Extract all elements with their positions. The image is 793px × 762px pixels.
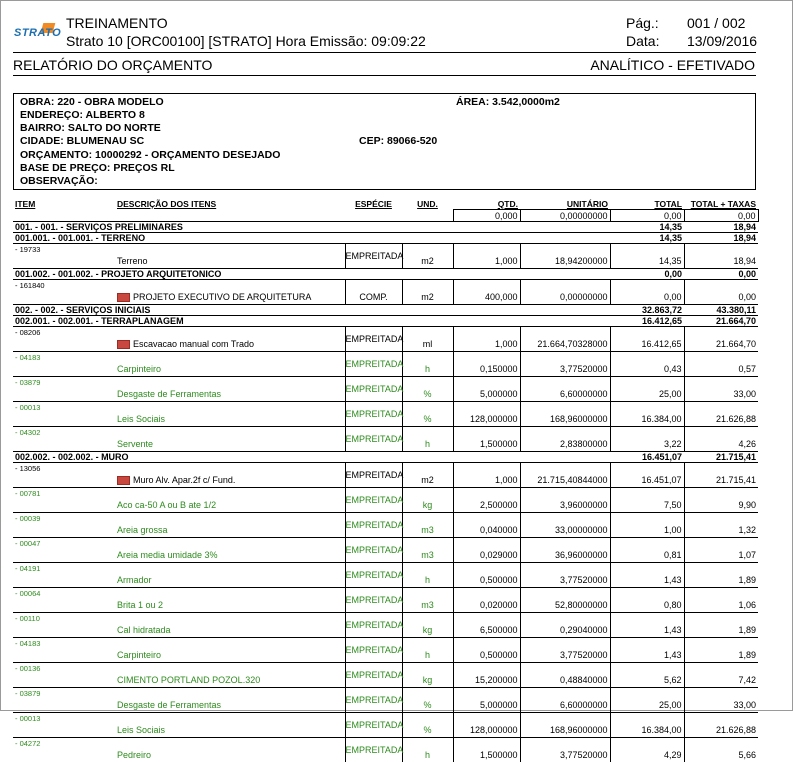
- item-total-taxas: 0,57: [684, 352, 758, 377]
- group-total: 0,00: [610, 269, 684, 280]
- table-row: [13, 613, 758, 638]
- item-unitario: 168,96000000: [520, 713, 610, 738]
- item-qtd: 15,200000: [453, 663, 520, 688]
- item-description: Escavacao manual com Trado: [133, 339, 254, 349]
- col-descricao: DESCRIÇÃO DOS ITENS: [115, 198, 345, 210]
- item-qtd: 0,500000: [453, 638, 520, 663]
- item-total: 4,29: [610, 738, 684, 762]
- group-total: 16.412,65: [610, 316, 684, 327]
- item-qtd: 400,000: [453, 280, 520, 305]
- item-und: m3: [402, 538, 453, 563]
- group-row: [13, 452, 758, 463]
- item-qtd: 128,000000: [453, 713, 520, 738]
- item-description-cell: [115, 663, 345, 688]
- header-divider: [13, 52, 756, 53]
- item-und: %: [402, 402, 453, 427]
- item-qtd: 2,500000: [453, 488, 520, 513]
- group-label: 002.001. - 002.001. - TERRAPLANAGEM: [13, 316, 610, 327]
- item-especie: EMPREITADA: [345, 638, 402, 663]
- table-row: [13, 538, 758, 563]
- logo-text: STRATO: [14, 27, 61, 39]
- item-unitario: 33,00000000: [520, 513, 610, 538]
- item-unitario: 3,77520000: [520, 352, 610, 377]
- item-unitario: 0,48840000: [520, 663, 610, 688]
- obra-observacao: OBSERVAÇÃO:: [20, 175, 98, 187]
- obra-orcamento: ORÇAMENTO: 10000292 - ORÇAMENTO DESEJADO: [20, 149, 280, 161]
- table-row: [13, 638, 758, 663]
- item-total: 0,81: [610, 538, 684, 563]
- table-row: [13, 427, 758, 452]
- item-total-taxas: 21.715,41: [684, 463, 758, 488]
- item-total-taxas: 21.626,88: [684, 713, 758, 738]
- item-code: - 00039: [13, 513, 115, 538]
- table-row: [13, 377, 758, 402]
- table-row: [13, 713, 758, 738]
- composition-icon: [117, 293, 130, 302]
- item-unitario: 18,94200000: [520, 244, 610, 269]
- item-code: - 04302: [13, 427, 115, 452]
- item-total-taxas: 21.664,70: [684, 327, 758, 352]
- item-total-taxas: 33,00: [684, 688, 758, 713]
- strato-logo: [14, 21, 60, 49]
- item-unitario: 2,83800000: [520, 427, 610, 452]
- item-und: ml: [402, 327, 453, 352]
- item-total: 25,00: [610, 688, 684, 713]
- item-especie: EMPREITADA: [345, 427, 402, 452]
- item-und: kg: [402, 613, 453, 638]
- item-code: - 00047: [13, 538, 115, 563]
- group-total: 14,35: [610, 222, 684, 233]
- item-description: Desgaste de Ferramentas: [117, 389, 221, 399]
- item-description-cell: [115, 588, 345, 613]
- page-number: 001 / 002: [687, 15, 745, 31]
- item-total-taxas: 4,26: [684, 427, 758, 452]
- item-description: Carpinteiro: [117, 650, 161, 660]
- item-especie: EMPREITADA: [345, 688, 402, 713]
- item-description: Leis Sociais: [117, 725, 165, 735]
- group-total-taxas: 43.380,11: [684, 305, 758, 316]
- item-especie: EMPREITADA: [345, 738, 402, 762]
- obra-bairro: BAIRRO: SALTO DO NORTE: [20, 122, 161, 134]
- table-row: [13, 463, 758, 488]
- table-row: [13, 244, 758, 269]
- item-description: Armador: [117, 575, 152, 585]
- item-total-taxas: 33,00: [684, 377, 758, 402]
- item-description-cell: [115, 280, 345, 305]
- item-und: m3: [402, 588, 453, 613]
- item-description: CIMENTO PORTLAND POZOL.320: [117, 675, 260, 685]
- item-code: - 19733: [13, 244, 115, 269]
- item-total: 0,00: [610, 280, 684, 305]
- group-row: [13, 316, 758, 327]
- item-total-taxas: 0,00: [684, 280, 758, 305]
- item-code: - 00013: [13, 713, 115, 738]
- item-total: 14,35: [610, 244, 684, 269]
- group-label: 002.002. - 002.002. - MURO: [13, 452, 610, 463]
- item-unitario: 21.715,40844000: [520, 463, 610, 488]
- item-description: Leis Sociais: [117, 414, 165, 424]
- item-especie: EMPREITADA: [345, 538, 402, 563]
- item-especie: EMPREITADA: [345, 513, 402, 538]
- item-description: Areia grossa: [117, 525, 168, 535]
- zero-total: 0,00: [610, 210, 684, 222]
- item-description-cell: [115, 563, 345, 588]
- item-description-cell: [115, 427, 345, 452]
- item-und: h: [402, 738, 453, 762]
- item-qtd: 1,000: [453, 244, 520, 269]
- col-qtd: QTD.: [453, 198, 520, 210]
- composition-icon: [117, 340, 130, 349]
- item-qtd: 1,500000: [453, 738, 520, 762]
- item-total: 1,00: [610, 513, 684, 538]
- table-row: [13, 663, 758, 688]
- col-und: UND.: [402, 198, 453, 210]
- item-unitario: 0,29040000: [520, 613, 610, 638]
- item-qtd: 1,000: [453, 327, 520, 352]
- item-description-cell: [115, 352, 345, 377]
- item-qtd: 5,000000: [453, 688, 520, 713]
- item-qtd: 0,029000: [453, 538, 520, 563]
- table-row: [13, 588, 758, 613]
- table-row: [13, 280, 758, 305]
- item-und: %: [402, 377, 453, 402]
- item-description-cell: [115, 244, 345, 269]
- item-especie: EMPREITADA: [345, 402, 402, 427]
- item-total: 5,62: [610, 663, 684, 688]
- item-qtd: 1,500000: [453, 427, 520, 452]
- group-total-taxas: 21.715,41: [684, 452, 758, 463]
- group-total: 14,35: [610, 233, 684, 244]
- item-description-cell: [115, 613, 345, 638]
- item-code: - 03879: [13, 377, 115, 402]
- item-qtd: 1,000: [453, 463, 520, 488]
- group-total: 16.451,07: [610, 452, 684, 463]
- item-description-cell: [115, 513, 345, 538]
- item-especie: EMPREITADA: [345, 713, 402, 738]
- item-code: - 00013: [13, 402, 115, 427]
- table-row: [13, 513, 758, 538]
- item-description-cell: [115, 738, 345, 762]
- item-total: 1,43: [610, 613, 684, 638]
- item-code: - 00781: [13, 488, 115, 513]
- group-row: [13, 305, 758, 316]
- item-especie: EMPREITADA: [345, 377, 402, 402]
- item-code: - 00110: [13, 613, 115, 638]
- item-especie: EMPREITADA: [345, 463, 402, 488]
- item-und: kg: [402, 663, 453, 688]
- item-qtd: 6,500000: [453, 613, 520, 638]
- item-description: Terreno: [117, 256, 148, 266]
- item-especie: EMPREITADA: [345, 613, 402, 638]
- item-und: h: [402, 427, 453, 452]
- item-unitario: 6,60000000: [520, 377, 610, 402]
- item-especie: EMPREITADA: [345, 352, 402, 377]
- group-total: 32.863,72: [610, 305, 684, 316]
- budget-table: [13, 198, 759, 762]
- item-especie: EMPREITADA: [345, 327, 402, 352]
- item-total-taxas: 9,90: [684, 488, 758, 513]
- item-description: PROJETO EXECUTIVO DE ARQUITETURA: [133, 292, 311, 302]
- report-type: ANALÍTICO - EFETIVADO: [590, 57, 755, 73]
- item-especie: EMPREITADA: [345, 588, 402, 613]
- item-code: - 04183: [13, 638, 115, 663]
- item-especie: COMP.: [345, 280, 402, 305]
- item-description: Areia media umidade 3%: [117, 550, 218, 560]
- item-description-cell: [115, 638, 345, 663]
- item-unitario: 52,80000000: [520, 588, 610, 613]
- zero-total-taxas: 0,00: [684, 210, 758, 222]
- report-title: RELATÓRIO DO ORÇAMENTO: [13, 57, 212, 73]
- item-description: Pedreiro: [117, 750, 151, 760]
- item-total: 16.384,00: [610, 402, 684, 427]
- group-total-taxas: 18,94: [684, 233, 758, 244]
- item-total: 1,43: [610, 638, 684, 663]
- group-row: [13, 233, 758, 244]
- item-total: 16.412,65: [610, 327, 684, 352]
- item-description-cell: [115, 488, 345, 513]
- item-description-cell: [115, 402, 345, 427]
- group-row: [13, 222, 758, 233]
- item-total-taxas: 7,42: [684, 663, 758, 688]
- item-und: kg: [402, 488, 453, 513]
- item-description-cell: [115, 713, 345, 738]
- date-label: Data:: [626, 33, 659, 49]
- obra-area: ÁREA: 3.542,0000m2: [456, 96, 560, 108]
- table-header-row: [13, 198, 758, 210]
- obra-name: OBRA: 220 - OBRA MODELO: [20, 96, 164, 108]
- item-especie: EMPREITADA: [345, 244, 402, 269]
- item-total: 7,50: [610, 488, 684, 513]
- item-description-cell: [115, 688, 345, 713]
- zero-unitario: 0,00000000: [520, 210, 610, 222]
- item-total-taxas: 1,07: [684, 538, 758, 563]
- group-row: [13, 269, 758, 280]
- table-row: [13, 738, 758, 762]
- item-description-cell: [115, 327, 345, 352]
- item-description: Servente: [117, 439, 153, 449]
- item-qtd: 128,000000: [453, 402, 520, 427]
- date-value: 13/09/2016: [687, 33, 757, 49]
- item-description: Muro Alv. Apar.2f c/ Fund.: [133, 475, 235, 485]
- group-total-taxas: 21.664,70: [684, 316, 758, 327]
- item-und: h: [402, 563, 453, 588]
- item-und: m3: [402, 513, 453, 538]
- item-unitario: 3,77520000: [520, 638, 610, 663]
- summary-zero-row: [13, 210, 758, 222]
- company-name: TREINAMENTO: [66, 15, 168, 31]
- item-code: - 00064: [13, 588, 115, 613]
- table-row: [13, 563, 758, 588]
- item-unitario: 3,77520000: [520, 738, 610, 762]
- item-code: - 161840: [13, 280, 115, 305]
- item-total-taxas: 1,89: [684, 638, 758, 663]
- item-especie: EMPREITADA: [345, 663, 402, 688]
- item-unitario: 168,96000000: [520, 402, 610, 427]
- item-description-cell: [115, 538, 345, 563]
- group-total-taxas: 0,00: [684, 269, 758, 280]
- table-row: [13, 327, 758, 352]
- page-label: Pág.:: [626, 15, 659, 31]
- group-total-taxas: 18,94: [684, 222, 758, 233]
- item-especie: EMPREITADA: [345, 488, 402, 513]
- item-code: - 04272: [13, 738, 115, 762]
- item-especie: EMPREITADA: [345, 563, 402, 588]
- group-label: 001. - 001. - SERVIÇOS PRELIMINARES: [13, 222, 610, 233]
- obra-endereco: ENDEREÇO: ALBERTO 8: [20, 109, 145, 121]
- item-code: - 00136: [13, 663, 115, 688]
- item-description: Brita 1 ou 2: [117, 600, 163, 610]
- col-item: ITEM: [13, 198, 115, 210]
- item-qtd: 0,150000: [453, 352, 520, 377]
- item-unitario: 3,96000000: [520, 488, 610, 513]
- obra-cidade: CIDADE: BLUMENAU SC: [20, 135, 144, 147]
- item-total: 0,80: [610, 588, 684, 613]
- item-und: m2: [402, 280, 453, 305]
- table-row: [13, 352, 758, 377]
- item-total-taxas: 5,66: [684, 738, 758, 762]
- item-total-taxas: 21.626,88: [684, 402, 758, 427]
- item-total-taxas: 1,32: [684, 513, 758, 538]
- item-unitario: 36,96000000: [520, 538, 610, 563]
- item-description-cell: [115, 463, 345, 488]
- item-code: - 04191: [13, 563, 115, 588]
- col-unitario: UNITÁRIO: [520, 198, 610, 210]
- item-unitario: 0,00000000: [520, 280, 610, 305]
- col-total: TOTAL: [610, 198, 684, 210]
- item-total: 16.451,07: [610, 463, 684, 488]
- item-und: %: [402, 713, 453, 738]
- item-total-taxas: 1,06: [684, 588, 758, 613]
- col-especie: ESPÉCIE: [345, 198, 402, 210]
- item-code: - 13056: [13, 463, 115, 488]
- item-description-cell: [115, 377, 345, 402]
- item-unitario: 6,60000000: [520, 688, 610, 713]
- obra-info-box: [13, 93, 756, 190]
- item-description: Carpinteiro: [117, 364, 161, 374]
- item-total: 3,22: [610, 427, 684, 452]
- group-label: 002. - 002. - SERVIÇOS INICIAIS: [13, 305, 610, 316]
- col-total-taxas: TOTAL + TAXAS: [684, 198, 758, 210]
- item-code: - 08206: [13, 327, 115, 352]
- table-row: [13, 488, 758, 513]
- item-total: 25,00: [610, 377, 684, 402]
- item-total-taxas: 1,89: [684, 613, 758, 638]
- group-label: 001.002. - 001.002. - PROJETO ARQUITETONICO: [13, 269, 610, 280]
- item-total: 16.384,00: [610, 713, 684, 738]
- obra-base-preco: BASE DE PREÇO: PREÇOS RL: [20, 162, 175, 174]
- item-und: %: [402, 688, 453, 713]
- item-total-taxas: 18,94: [684, 244, 758, 269]
- item-unitario: 3,77520000: [520, 563, 610, 588]
- item-qtd: 5,000000: [453, 377, 520, 402]
- composition-icon: [117, 476, 130, 485]
- item-qtd: 0,500000: [453, 563, 520, 588]
- table-row: [13, 402, 758, 427]
- obra-cep: CEP: 89066-520: [359, 135, 437, 147]
- item-code: - 04183: [13, 352, 115, 377]
- item-description: Aco ca-50 A ou B ate 1/2: [117, 500, 216, 510]
- group-label: 001.001. - 001.001. - TERRENO: [13, 233, 610, 244]
- item-total: 0,43: [610, 352, 684, 377]
- item-code: - 03879: [13, 688, 115, 713]
- item-und: m2: [402, 244, 453, 269]
- item-qtd: 0,020000: [453, 588, 520, 613]
- item-und: m2: [402, 463, 453, 488]
- item-qtd: 0,040000: [453, 513, 520, 538]
- item-und: h: [402, 638, 453, 663]
- item-total: 1,43: [610, 563, 684, 588]
- report-subtitle: Strato 10 [ORC00100] [STRATO] Hora Emissão: 09:09:22: [66, 33, 426, 49]
- item-description: Desgaste de Ferramentas: [117, 700, 221, 710]
- title-divider: [13, 75, 756, 76]
- item-description: Cal hidratada: [117, 625, 171, 635]
- table-row: [13, 688, 758, 713]
- zero-qtd: 0,000: [453, 210, 520, 222]
- item-und: h: [402, 352, 453, 377]
- item-unitario: 21.664,70328000: [520, 327, 610, 352]
- item-total-taxas: 1,89: [684, 563, 758, 588]
